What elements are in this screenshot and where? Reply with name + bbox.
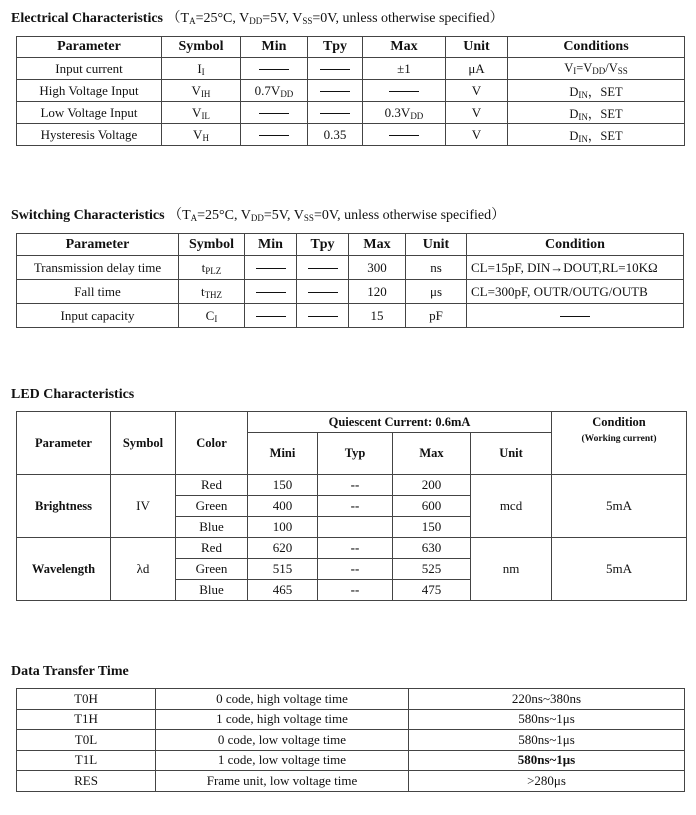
led-max-cell: 200 <box>393 475 471 496</box>
switching-title <box>11 204 505 224</box>
typ-cell <box>308 102 363 124</box>
param-cell: Low Voltage Input <box>17 102 162 124</box>
led-condition-sublabel: (Working current) <box>581 434 657 444</box>
min-cell <box>245 304 297 328</box>
transfer-desc-cell: 0 code, high voltage time <box>156 689 409 710</box>
transfer-value-cell: 220ns~380ns <box>409 689 685 710</box>
led-typ-cell: -- <box>318 496 393 517</box>
param-cell: High Voltage Input <box>17 80 162 102</box>
cond-subscript: IN <box>578 133 588 144</box>
led-typ-cell <box>318 517 393 538</box>
unit-cell: V <box>446 80 508 102</box>
cond-subscript: IN <box>578 111 588 122</box>
dash-mark <box>320 113 350 114</box>
switching-header-parameter: Parameter <box>17 234 179 256</box>
led-header-mini: Mini <box>248 433 318 475</box>
cond-text-2: ，SET <box>587 84 623 99</box>
led-header-symbol: Symbol <box>111 412 176 475</box>
transfer-name-cell: T1L <box>17 750 156 771</box>
led-mini-cell: 100 <box>248 517 318 538</box>
typ-cell <box>308 58 363 80</box>
table-row <box>17 689 685 710</box>
table-row <box>17 538 687 559</box>
electrical-title-conditions: （$T_A=25^\circ C$, $V_{DD}=5V$, $V_{SS}=0V$, unless otherwise specified） <box>166 11 504 26</box>
symbol-cell-subscript: IH <box>200 88 211 99</box>
dash-mark <box>320 69 350 70</box>
led-header-color: Color <box>176 412 248 475</box>
unit-cell: ns <box>406 256 467 280</box>
led-max-cell: 600 <box>393 496 471 517</box>
cond-subscript-3: SS <box>617 66 628 76</box>
typ-cell <box>297 304 349 328</box>
cond-text: D <box>569 128 579 143</box>
electrical-title <box>11 7 504 27</box>
condition-cell <box>467 256 684 280</box>
min-cell <box>241 80 308 102</box>
table-row <box>17 750 685 771</box>
led-title <box>11 387 134 403</box>
transfer-desc-cell: 0 code, low voltage time <box>156 730 409 751</box>
dash-mark <box>320 91 350 92</box>
electrical-title-text: Electrical Characteristics <box>11 11 163 26</box>
table-row <box>17 80 685 102</box>
transfer-desc-cell: Frame unit, low voltage time <box>156 771 409 792</box>
switching-table <box>16 233 684 328</box>
symbol-cell <box>162 58 241 80</box>
led-mini-cell: 465 <box>248 580 318 601</box>
symbol-cell-subscript: I <box>201 66 205 77</box>
table-row <box>17 304 684 328</box>
cond-text: D <box>569 106 579 121</box>
transfer-name-cell: T0L <box>17 730 156 751</box>
conditions-cell <box>508 58 685 80</box>
symbol-cell-subscript: I <box>214 313 218 324</box>
symbol-cell-text: V <box>191 82 201 98</box>
symbol-cell <box>162 124 241 146</box>
led-max-cell: 475 <box>393 580 471 601</box>
cond-subscript: I <box>573 66 577 76</box>
max-cell <box>363 80 446 102</box>
table-row <box>17 58 685 80</box>
typ-cell <box>308 124 363 146</box>
symbol-cell-text: C <box>205 307 215 323</box>
param-cell: Transmission delay time <box>17 256 179 280</box>
unit-cell: V <box>446 102 508 124</box>
symbol-cell-subscript: PLZ <box>205 265 222 276</box>
electrical-header-parameter: Parameter <box>17 37 162 58</box>
switching-header-min: Min <box>245 234 297 256</box>
dash-mark <box>259 135 289 136</box>
max-cell <box>363 102 446 124</box>
dash-mark <box>256 316 286 317</box>
table-row <box>17 709 685 730</box>
led-param-cell: Brightness <box>17 475 111 538</box>
led-typ-cell: -- <box>318 475 393 496</box>
led-color-cell: Blue <box>176 580 248 601</box>
switching-header-condition: Condition <box>467 234 684 256</box>
electrical-header-symbol: Symbol <box>162 37 241 58</box>
max-cell-text: 0.3V <box>384 104 411 120</box>
transfer-name-cell: T0H <box>17 689 156 710</box>
condition-cell <box>467 304 684 328</box>
led-color-cell: Red <box>176 538 248 559</box>
table-row <box>17 124 685 146</box>
typ-cell-text: 0.35 <box>323 126 347 142</box>
max-cell: 15 <box>349 304 406 328</box>
led-header-parameter: Parameter <box>17 412 111 475</box>
conditions-cell <box>508 102 685 124</box>
symbol-cell-text: I <box>197 60 202 76</box>
led-typ-cell: -- <box>318 580 393 601</box>
symbol-cell-subscript: THZ <box>204 289 223 300</box>
transfer-table <box>16 688 685 792</box>
conditions-cell <box>508 124 685 146</box>
symbol-cell <box>179 256 245 280</box>
electrical-table <box>16 36 685 146</box>
switching-header-max: Max <box>349 234 406 256</box>
electrical-header-conditions: Conditions <box>508 37 685 58</box>
param-cell: Input capacity <box>17 304 179 328</box>
led-param-cell: Wavelength <box>17 538 111 601</box>
led-max-cell: 630 <box>393 538 471 559</box>
cond-text-2: =V <box>576 61 593 75</box>
param-cell: Fall time <box>17 280 179 304</box>
led-max-cell: 150 <box>393 517 471 538</box>
symbol-cell-subscript: IL <box>201 110 210 121</box>
transfer-value-cell: 580ns~1μs <box>409 709 685 730</box>
min-cell <box>245 256 297 280</box>
switching-header-tpy: Tpy <box>297 234 349 256</box>
symbol-cell-text: t <box>200 283 205 299</box>
min-cell <box>245 280 297 304</box>
led-title-text: LED Characteristics <box>11 387 135 402</box>
table-row <box>17 280 684 304</box>
dash-mark <box>560 316 590 317</box>
cond-text-3: /V <box>605 61 618 75</box>
symbol-cell <box>179 304 245 328</box>
led-color-cell: Green <box>176 496 248 517</box>
table-row <box>17 475 687 496</box>
led-symbol-cell: IV <box>111 475 176 538</box>
symbol-cell <box>162 80 241 102</box>
dash-mark <box>308 268 338 269</box>
dash-mark <box>259 113 289 114</box>
led-color-cell: Green <box>176 559 248 580</box>
max-cell-text: ±1 <box>397 60 411 76</box>
max-cell <box>363 124 446 146</box>
electrical-header-min: Min <box>241 37 308 58</box>
led-header-typ: Typ <box>318 433 393 475</box>
table-row <box>17 730 685 751</box>
dash-mark <box>308 316 338 317</box>
led-condition-label: Condition <box>592 415 646 429</box>
led-mini-cell: 515 <box>248 559 318 580</box>
min-cell <box>241 102 308 124</box>
led-mini-cell: 150 <box>248 475 318 496</box>
led-header-condition <box>552 412 687 475</box>
led-header-quiescent: Quiescent Current: 0.6mA <box>248 412 552 433</box>
unit-cell: pF <box>406 304 467 328</box>
led-header-unit: Unit <box>471 433 552 475</box>
symbol-cell-text: V <box>192 104 202 120</box>
typ-cell <box>297 280 349 304</box>
electrical-header-max: Max <box>363 37 446 58</box>
led-unit-cell: mcd <box>471 475 552 538</box>
condition-cell <box>467 280 684 304</box>
table-row <box>17 256 684 280</box>
led-mini-cell: 400 <box>248 496 318 517</box>
transfer-value-cell: 580ns~1μs <box>409 730 685 751</box>
symbol-cell <box>179 280 245 304</box>
led-table <box>16 411 687 601</box>
cond-text: V <box>564 61 574 75</box>
switching-header-symbol: Symbol <box>179 234 245 256</box>
dash-mark <box>256 292 286 293</box>
dash-mark <box>389 91 419 92</box>
unit-cell: μA <box>446 58 508 80</box>
symbol-cell-text: V <box>193 126 203 142</box>
led-symbol-cell: λd <box>111 538 176 601</box>
max-cell-subscript: DD <box>410 110 424 121</box>
unit-cell: μs <box>406 280 467 304</box>
electrical-header-unit: Unit <box>446 37 508 58</box>
led-typ-cell: -- <box>318 559 393 580</box>
max-cell: 300 <box>349 256 406 280</box>
min-cell <box>241 124 308 146</box>
conditions-cell <box>508 80 685 102</box>
typ-cell <box>297 256 349 280</box>
typ-cell <box>308 80 363 102</box>
led-condition-cell: 5mA <box>552 538 687 601</box>
cond-subscript: IN <box>578 89 588 100</box>
transfer-value-cell: 580ns~1μs <box>409 750 685 771</box>
transfer-desc-cell: 1 code, high voltage time <box>156 709 409 730</box>
cond-text: D <box>569 84 579 99</box>
min-cell-subscript: DD <box>280 88 294 99</box>
dash-mark <box>389 135 419 136</box>
symbol-cell <box>162 102 241 124</box>
led-color-cell: Blue <box>176 517 248 538</box>
led-color-cell: Red <box>176 475 248 496</box>
led-typ-cell: -- <box>318 538 393 559</box>
unit-cell: V <box>446 124 508 146</box>
max-cell: 120 <box>349 280 406 304</box>
led-max-cell: 525 <box>393 559 471 580</box>
table-row <box>17 102 685 124</box>
transfer-title-text: Data Transfer Time <box>11 664 129 679</box>
switching-header-unit: Unit <box>406 234 467 256</box>
switching-title-conditions: （$T_A=25^\circ C$, $V_{DD}=5V$, $V_{SS}=0V$, unless otherwise specified） <box>168 208 506 223</box>
cond-text-2: ，SET <box>587 128 623 143</box>
min-cell <box>241 58 308 80</box>
transfer-name-cell: RES <box>17 771 156 792</box>
condition-cell-text: CL=300pF, OUTR/OUTG/OUTB <box>471 283 648 299</box>
param-cell: Input current <box>17 58 162 80</box>
condition-cell-text: CL=15pF, DIN→DOUT,RL=10KΩ <box>471 259 658 275</box>
max-cell <box>363 58 446 80</box>
table-row <box>17 771 685 792</box>
dash-mark <box>256 268 286 269</box>
switching-title-text: Switching Characteristics <box>11 208 165 223</box>
symbol-cell-subscript: H <box>202 132 209 143</box>
led-unit-cell: nm <box>471 538 552 601</box>
transfer-title <box>11 664 129 680</box>
cond-text-2: ，SET <box>587 106 623 121</box>
dash-mark <box>259 69 289 70</box>
min-cell-text: 0.7V <box>254 82 281 98</box>
led-header-max: Max <box>393 433 471 475</box>
symbol-cell-text: t <box>201 259 206 275</box>
dash-mark <box>308 292 338 293</box>
param-cell: Hysteresis Voltage <box>17 124 162 146</box>
transfer-value-cell: >280μs <box>409 771 685 792</box>
led-mini-cell: 620 <box>248 538 318 559</box>
electrical-header-tpy: Tpy <box>308 37 363 58</box>
cond-subscript-2: DD <box>592 66 606 76</box>
transfer-name-cell: T1H <box>17 709 156 730</box>
transfer-desc-cell: 1 code, low voltage time <box>156 750 409 771</box>
led-condition-cell: 5mA <box>552 475 687 538</box>
